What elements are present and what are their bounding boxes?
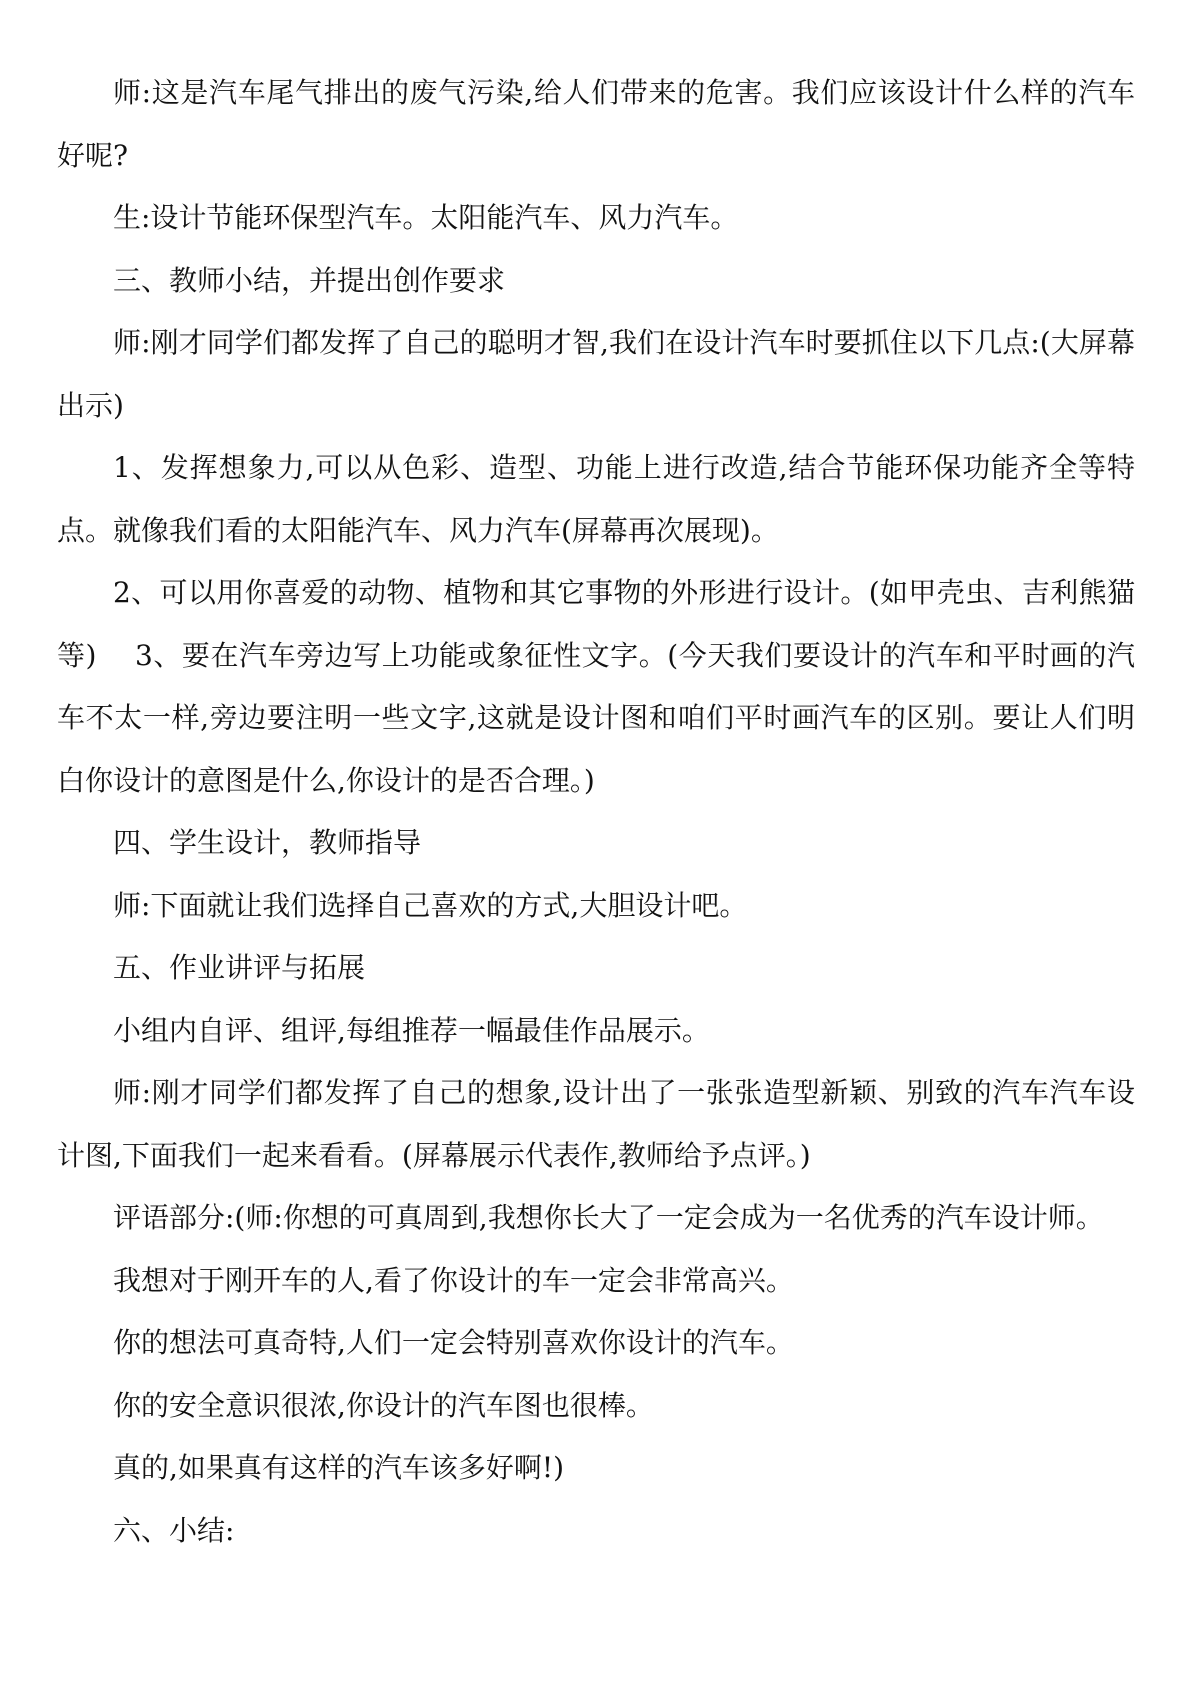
- comment-4: 你的安全意识很浓,你设计的汽车图也很棒。: [113, 1388, 654, 1422]
- paragraph-student-answer: 生:设计节能环保型汽车。太阳能汽车、风力汽车。: [113, 201, 739, 234]
- document-page: [57, 62, 1135, 1562]
- comment-3: 你的想法可真奇特,人们一定会特别喜欢你设计的汽车。: [113, 1326, 794, 1359]
- section-heading-3: 三、教师小结，并提出创作要求: [113, 263, 506, 297]
- comment-1: 评语部分:(师:你想的可真周到,我想你长大了一定会成为一名优秀的汽车设计师。: [113, 1201, 1104, 1234]
- comment-5: 真的,如果真有这样的汽车该多好啊!): [113, 1451, 565, 1484]
- comment-2: 我想对于刚开车的人,看了你设计的车一定会非常高兴。: [113, 1263, 794, 1297]
- paragraph-group-review: 小组内自评、组评,每组推荐一幅最佳作品展示。: [113, 1013, 710, 1047]
- requirement-item-1: 1、发挥想象力,可以从色彩、造型、功能上进行改造,结合节能环保功能齐全等特点。就像我们看的太阳能汽车、风力汽车(屏幕再次展现)。: [57, 451, 1135, 547]
- requirement-item-2-3: 2、可以用你喜爱的动物、植物和其它事物的外形进行设计。(如甲壳虫、吉利熊猫等) 3、要在汽车旁边写上功能或象征性文字。(今天我们要设计的汽车和平时画的汽车不太一样,旁边要注明一些文字,这就是设计图和咱们平时画汽车的区别。要让人们明白你设计的意图是什么,你设计的是否合理。): [57, 576, 1135, 797]
- paragraph-teacher-exhaust: 师:这是汽车尾气排出的废气污染,给人们带来的危害。我们应该设计什么样的汽车好呢?: [57, 76, 1135, 172]
- paragraph-teacher-requirements: 师:刚才同学们都发挥了自己的聪明才智,我们在设计汽车时要抓住以下几点:(大屏幕出示): [57, 326, 1135, 422]
- section-heading-5: 五、作业讲评与拓展: [113, 951, 366, 984]
- paragraph-teacher-design: 师:下面就让我们选择自己喜欢的方式,大胆设计吧。: [113, 888, 748, 922]
- section-heading-4: 四、学生设计，教师指导: [113, 826, 422, 859]
- paragraph-teacher-showcase: 师:刚才同学们都发挥了自己的想象,设计出了一张张造型新颖、别致的汽车汽车设计图,下面我们一起来看看。(屏幕展示代表作,教师给予点评。): [57, 1076, 1135, 1172]
- section-heading-6: 六、小结:: [113, 1513, 235, 1547]
